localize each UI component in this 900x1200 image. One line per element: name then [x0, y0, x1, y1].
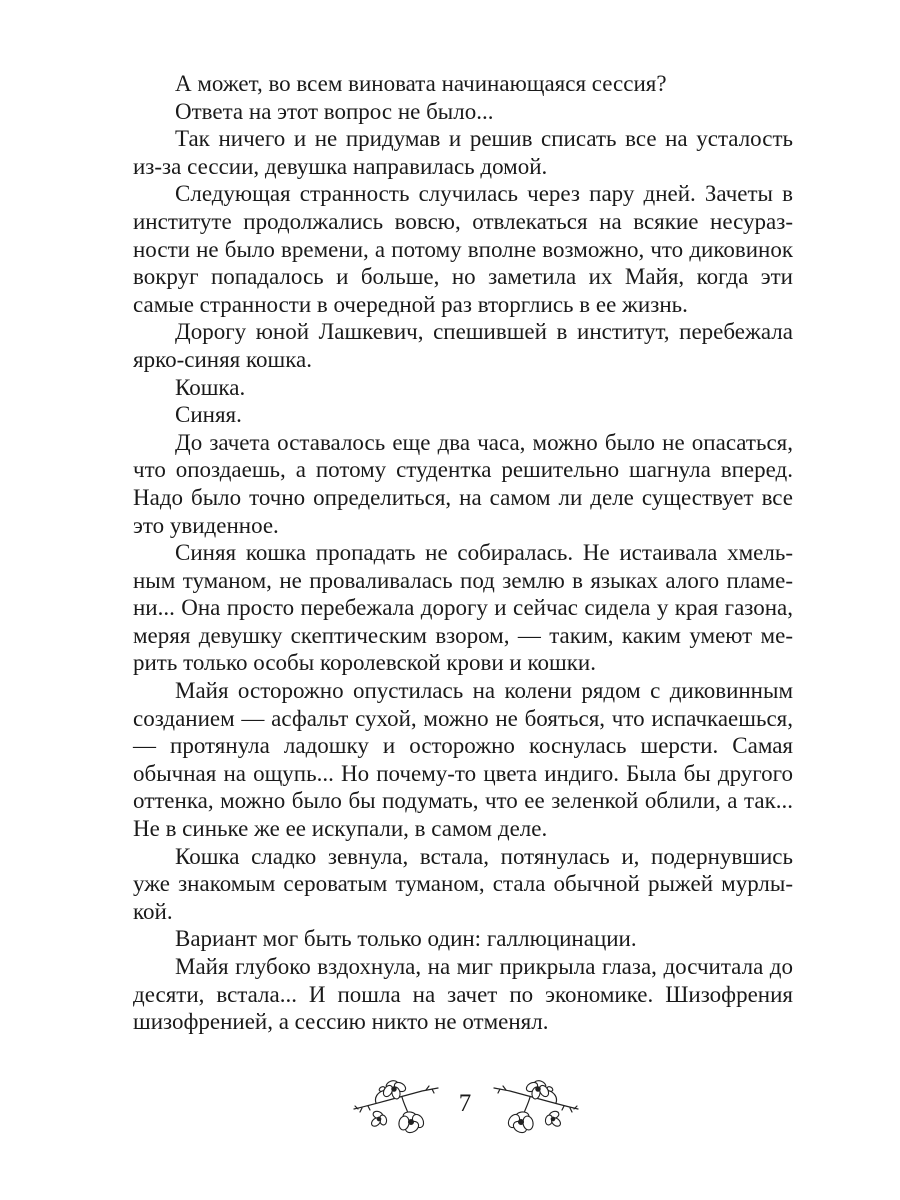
paragraph: Следующая странность случилась через пару дней. Зачеты в институте продолжались вовсю, отвлекаться на всякие несуразности не было времени, а потому вполне возможно, что диковинок вокруг попадалось и больше, но заметила их Майя, когда эти самые странности в очередной раз вторглись в ее жизнь. — [133, 181, 793, 317]
paragraph: Кошка. — [175, 374, 246, 400]
page-number: 7 — [458, 1090, 472, 1117]
paragraph: Вариант мог быть только один: галлюцинации. — [175, 926, 637, 952]
paragraph: А может, во всем виновата начинающаяся сессия? — [175, 71, 667, 96]
paragraph: Ответа на этот вопрос не было... — [175, 98, 494, 124]
flower-branch-icon — [492, 1075, 580, 1135]
page-footer — [0, 1075, 900, 1135]
paragraph: Майя глубоко вздохнула, на миг прикрыла глаза, досчитала до десяти, встала... И пошла на зачет по экономике. Шизофрения шизофренией, а сессию никто не отменял. — [133, 954, 793, 1035]
paragraph: Так ничего и не придумав и решив списать все на усталость из-за сессии, девушка направилась домой. — [133, 126, 793, 179]
paragraph: Майя осторожно опустилась на колени рядом с диковинным созданием — асфальт сухой, можно не бояться, что испачкаешься, — протянула ладошку и осторожно коснулась шерсти. Самая обычная на ощупь... Но почему-то цвета индиго. Была бы другого оттенка, можно было бы подумать, что ее зеленкой облили, а так... Не в синьке же ее искупали, в самом деле. — [133, 678, 793, 842]
paragraph: Кошка сладко зевнула, встала, потянулась и, подернувшись уже знакомым сероватым туманом, стала обычной рыжей мурлыкой. — [133, 843, 793, 924]
flower-branch-icon — [352, 1075, 440, 1135]
paragraph: Синяя. — [175, 402, 242, 428]
paragraph: Дорогу юной Лашкевич, спешившей в институт, перебежала ярко-синяя кошка. — [133, 319, 793, 372]
paragraph: До зачета оставалось еще два часа, можно было не опасаться, что опоздаешь, а потому студентка решительно шагнула вперед. Надо было точно определиться, на самом ли деле существует все это увиденное. — [133, 429, 793, 538]
body-text — [133, 70, 793, 1036]
paragraph: Синяя кошка пропадать не собиралась. Не истаивала хмельным туманом, не проваливалась под землю в языках алого пламени... Она просто перебежала дорогу и сейчас сидела у края газона, меряя девушку скептическим взором, — таким, каким умеют мерить только особы королевской крови и кошки. — [133, 540, 793, 676]
